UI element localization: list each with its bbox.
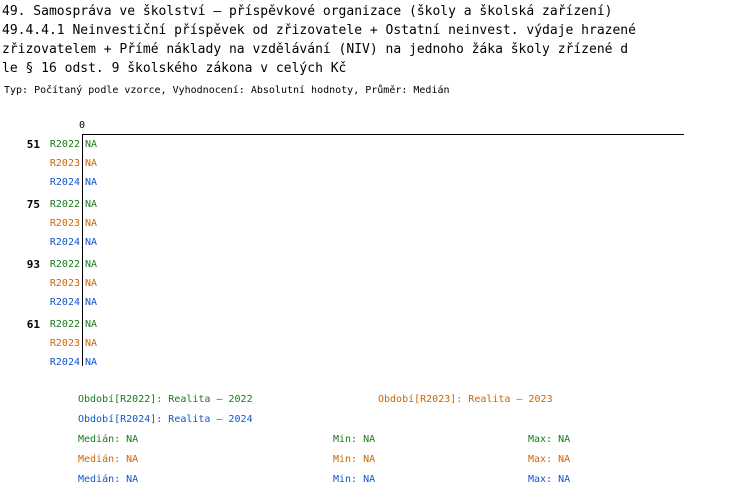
value-51-r2024: NA: [85, 177, 98, 188]
group-label-93: 93: [26, 258, 40, 271]
value-61-r2023: NA: [85, 338, 98, 349]
series-label-93-r2024: R2024: [49, 297, 80, 308]
stat-max-r2023: Max: NA: [528, 454, 571, 465]
series-label-75-r2023: R2023: [49, 218, 80, 229]
value-75-r2022: NA: [85, 199, 98, 210]
series-label-75-r2022: R2022: [49, 199, 80, 210]
value-75-r2024: NA: [85, 237, 98, 248]
chart-legend: [0, 388, 750, 496]
group-label-61: 61: [26, 318, 40, 331]
stat-median-r2023: Medián: NA: [78, 454, 139, 465]
y-axis-line: [82, 134, 83, 366]
value-61-r2024: NA: [85, 357, 98, 368]
x-axis-line: [82, 134, 684, 135]
stat-max-r2024: Max: NA: [528, 474, 571, 485]
legend-item-r2024: Období[R2024]: Realita – 2024: [78, 414, 253, 425]
chart-header: [0, 0, 750, 98]
value-93-r2024: NA: [85, 297, 98, 308]
series-label-51-r2023: R2023: [49, 158, 80, 169]
chart-subtitle: Typ: Počítaný podle vzorce, Vyhodnocení: Absolutní hodnoty, Průměr: Medián: [4, 85, 450, 96]
value-93-r2023: NA: [85, 278, 98, 289]
header-line-3: zřizovatelem + Přímé náklady na vzdělávání (NIV) na jednoho žáka školy zřízené d: [2, 42, 629, 57]
series-label-61-r2022: R2022: [49, 319, 80, 330]
value-75-r2023: NA: [85, 218, 98, 229]
value-51-r2022: NA: [85, 139, 98, 150]
value-93-r2022: NA: [85, 259, 98, 270]
stat-min-r2024: Min: NA: [333, 474, 376, 485]
group-label-75: 75: [26, 198, 40, 211]
legend-item-r2022: Období[R2022]: Realita – 2022: [78, 394, 253, 405]
stat-median-r2022: Medián: NA: [78, 434, 139, 445]
value-51-r2023: NA: [85, 158, 98, 169]
header-line-2: 49.4.4.1 Neinvestiční příspěvek od zřizovatele + Ostatní neinvest. výdaje hrazené: [2, 23, 636, 38]
series-label-51-r2022: R2022: [49, 139, 80, 150]
stat-max-r2022: Max: NA: [528, 434, 571, 445]
series-label-61-r2024: R2024: [49, 357, 80, 368]
stat-min-r2022: Min: NA: [333, 434, 376, 445]
stat-min-r2023: Min: NA: [333, 454, 376, 465]
value-61-r2022: NA: [85, 319, 98, 330]
chart-plot-area: [0, 110, 750, 390]
series-label-93-r2022: R2022: [49, 259, 80, 270]
stat-median-r2024: Medián: NA: [78, 474, 139, 485]
header-line-4: le § 16 odst. 9 školského zákona v celých Kč: [2, 61, 347, 76]
header-line-1: 49. Samospráva ve školství – příspěvkové organizace (školy a školská zařízení): [2, 4, 613, 19]
series-label-75-r2024: R2024: [49, 237, 80, 248]
series-label-93-r2023: R2023: [49, 278, 80, 289]
series-label-61-r2023: R2023: [49, 338, 80, 349]
group-label-51: 51: [26, 138, 40, 151]
legend-item-r2023: Období[R2023]: Realita – 2023: [378, 394, 553, 405]
series-label-51-r2024: R2024: [49, 177, 80, 188]
x-axis-tick-0: 0: [79, 120, 86, 131]
